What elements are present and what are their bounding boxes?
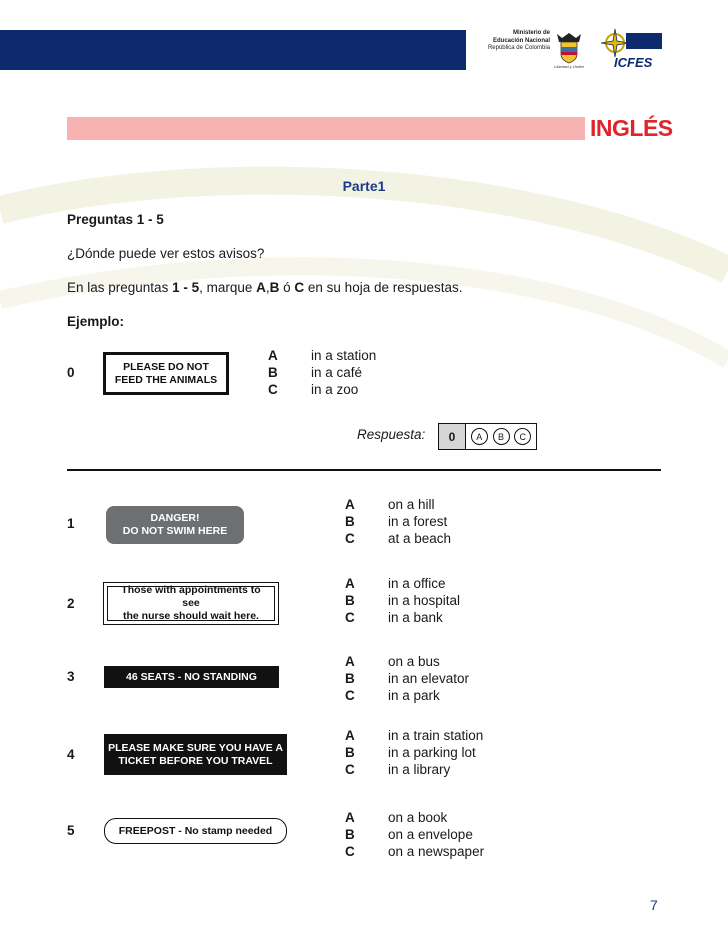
section-title: Parte1 (342, 178, 386, 194)
question-2-number: 2 (67, 596, 75, 611)
subject-band (67, 117, 585, 140)
question-4-number: 4 (67, 747, 75, 762)
question-2-sign: Those with appointments to see the nurse should wait here. (103, 582, 279, 625)
compass-star-icon (600, 28, 630, 58)
question-3-options: on a bus in an elevator in a park (388, 654, 470, 703)
question-3-letters: A B C (345, 654, 355, 703)
answer-box (438, 423, 537, 450)
question-4-letters: A B C (345, 728, 355, 777)
subject-title: INGLÉS (590, 115, 673, 141)
example-number: 0 (67, 365, 75, 380)
answer-bubble-c[interactable]: C (514, 428, 531, 445)
answer-number: 0 (439, 424, 466, 449)
question-5-sign: FREEPOST - No stamp needed (104, 818, 287, 844)
question-3-number: 3 (67, 669, 75, 684)
section-divider (67, 469, 661, 471)
instructions: En las preguntas 1 - 5, marque A,B ó C en su hoja de respuestas. (67, 280, 463, 295)
question-1-options: on a hill in a forest at a beach (388, 497, 452, 546)
question-5-letters: A B C (345, 810, 355, 859)
question-1-number: 1 (67, 516, 75, 531)
question-4-options: in a train station in a parking lot in a library (388, 728, 484, 777)
question-5-options: on a book on a envelope on a newspaper (388, 810, 485, 859)
answer-bubble-a[interactable]: A (471, 428, 488, 445)
example-options: in a station in a café in a zoo (311, 348, 377, 397)
example-label: Ejemplo: (67, 314, 125, 329)
page-number: 7 (650, 897, 658, 913)
question-2-letters: A B C (345, 576, 355, 625)
ministry-logo-text: Ministerio de Educación Nacional República de Colombia (487, 30, 550, 51)
example-sign: PLEASE DO NOT FEED THE ANIMALS (103, 352, 229, 395)
question-5-number: 5 (67, 823, 75, 838)
question-prompt: ¿Dónde puede ver estos avisos? (67, 246, 265, 261)
question-2-options: in a office in a hospital in a bank (388, 576, 461, 625)
answer-label: Respuesta: (357, 427, 426, 442)
question-3-sign: 46 SEATS - NO STANDING (104, 666, 279, 688)
crest-motto: Libertad y Orden (554, 64, 584, 69)
question-1-letters: A B C (345, 497, 355, 546)
example-option-letters: A B C (268, 348, 278, 397)
questions-heading: Preguntas 1 - 5 (67, 212, 164, 227)
question-4-sign: PLEASE MAKE SURE YOU HAVE A TICKET BEFORE YOU TRAVEL (104, 734, 287, 775)
icfes-logo-bar (626, 33, 662, 49)
answer-bubble-b[interactable]: B (493, 428, 510, 445)
header-bar (0, 30, 466, 70)
question-1-sign: DANGER! DO NOT SWIM HERE (106, 506, 244, 544)
icfes-logo: ICFES (614, 55, 653, 70)
